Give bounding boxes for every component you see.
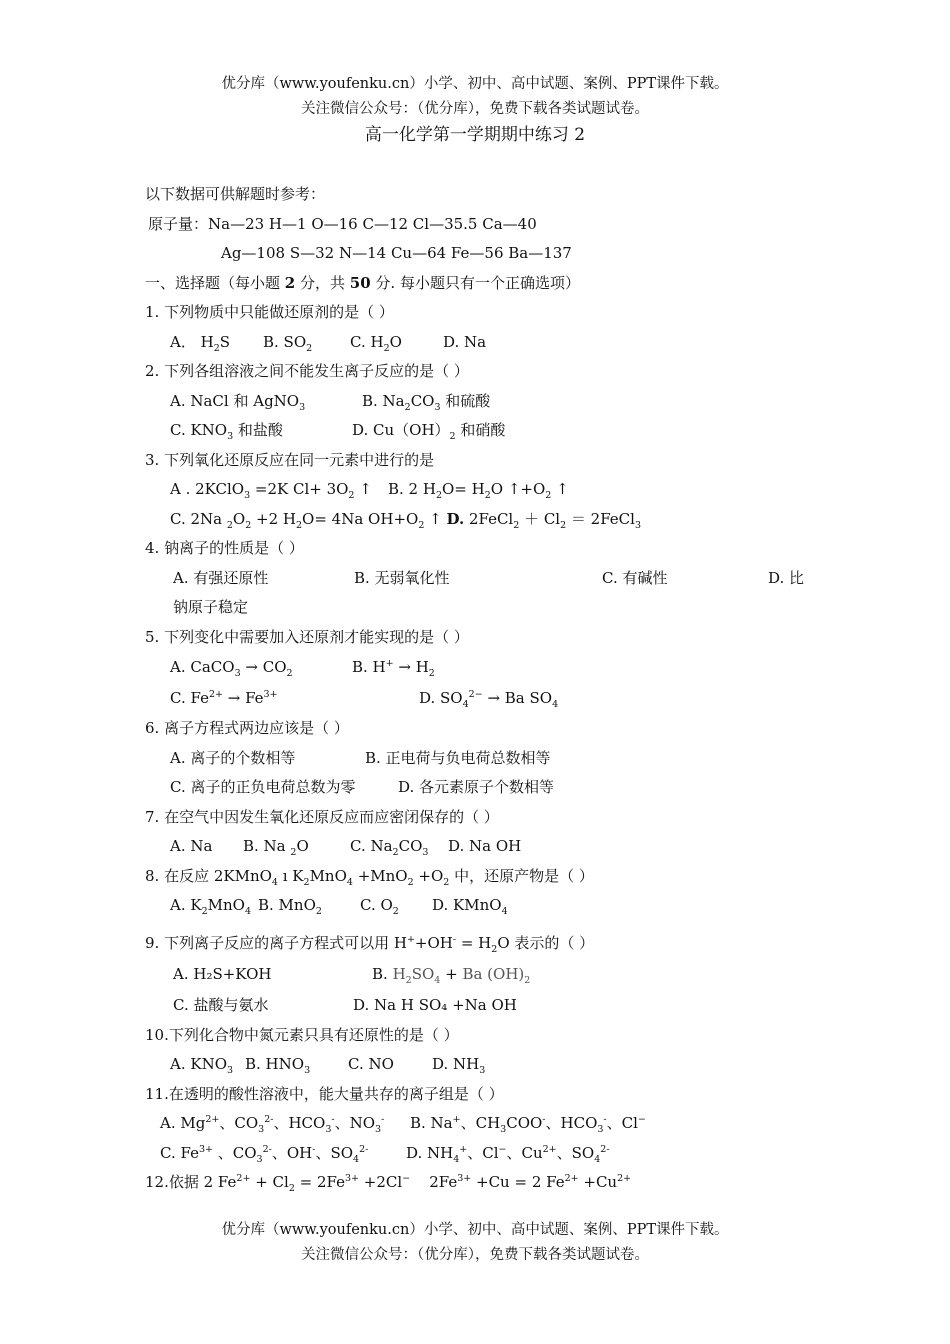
question-10-options: A. $KNO_3$ B. $HNO_3$ C. NO D. $NH_3$ (170, 1055, 486, 1076)
question-9-options-cd: C. 盐酸与氨水 D. Na H SO₄ +Na OH (173, 996, 517, 1014)
section-heading: 一、选择题（每小题 2 分，共 50 分. 每小题只有一个正确选项） (145, 273, 580, 292)
question-5: 5. 下列变化中需要加入还原剂才能实现的是（ ） (145, 627, 469, 646)
question-8: 8. 在反应 2KMnO$_4$ ı $K_2MnO_4 +MnO_2 +O_2$ 中，还原产物是（ ） (145, 866, 594, 888)
atomic-mass-line-1: 原子量：Na—23 H—1 O—16 C—12 Cl—35.5 Ca—40 (148, 214, 537, 233)
question-6-options-ab: A. 离子的个数相等 B. 正电荷与负电荷总数相等 (170, 748, 551, 767)
page-title: 高一化学第一学期期中练习 2 (364, 125, 586, 145)
question-11-options-ab: A. $Mg^{2+}$、$CO_3^{2-}$、$HCO_3^-$、$NO_3^-$ B. Na+、$CH_3COO^-$、$HCO_3^-$、Cl− (160, 1114, 646, 1135)
footer-line-1: 优分库（www.youfenku.cn）小学、初中、高中试题、案例、PPT课件下载。 (221, 1222, 729, 1238)
header-line-2: 关注微信公众号：（优分库），免费下载各类试题试卷。 (301, 101, 649, 117)
question-7: 7. 在空气中因发生氧化还原反应而应密闭保存的（ ） (145, 807, 499, 826)
header-line-1: 优分库（www.youfenku.cn）小学、初中、高中试题、案例、PPT课件下载。 (221, 76, 729, 92)
question-7-options: A. Na B. Na $_2$O C. $Na_2CO_3$ D. Na OH (170, 837, 522, 858)
question-1: 1. 下列物质中只能做还原剂的是（ ） (145, 303, 394, 321)
question-4-option-d-continued: 钠原子稳定 (173, 598, 249, 616)
question-9-options-ab: A. H₂S+KOH B. $H_2SO_4 + Ba$ $(OH)_2$ (173, 965, 531, 986)
question-10: 10.下列化合物中氮元素只具有还原性的是（ ） (145, 1025, 459, 1044)
question-5-options-ab: A. CaCO$_3$ → $CO_2$ B. $H^+ \to H_2$ (170, 658, 435, 679)
question-11-options-cd: C. $Fe^{3+}$ 、$CO_3^{2-}$、OH-、$SO_4^{2-}$ D. $NH_4^+$、Cl−、$Cu^{2+}$、$SO_4^{2-}$ (160, 1143, 610, 1165)
question-3: 3. 下列氧化还原反应在同一元素中进行的是 (145, 450, 435, 469)
page-header (0, 72, 950, 122)
footer-line-2: 关注微信公众号：（优分库），免费下载各类试题试卷。 (301, 1247, 649, 1263)
reference-intro: 以下数据可供解题时参考： (145, 185, 326, 203)
question-6: 6. 离子方程式两边应该是（ ） (145, 719, 349, 737)
question-5-options-cd: C. $Fe^{2+} \to Fe^{3+}$ D. $SO_4^{2-} \to Ba$ $SO_4$ (170, 689, 559, 710)
page-footer (0, 1218, 950, 1268)
atomic-mass-line-2: Ag—108 S—32 N—14 Cu—64 Fe—56 Ba—137 (221, 244, 572, 262)
exam-content (145, 180, 825, 1198)
question-3-options-ab: A . 2KClO$_3$ =2K $Cl+ 3O_2$ ↑ B. 2 $H_2O= H_2O$ $↑+O_2$ ↑ (170, 480, 569, 501)
question-4: 4. 钠离子的性质是（ ） (145, 539, 304, 557)
question-11: 11.在透明的酸性溶液中，能大量共存的离子组是（ ） (145, 1084, 504, 1103)
question-4-options: A. 有强还原性 B. 无弱氧化性 C. 有碱性 D. 比 (173, 568, 805, 587)
question-1-options: A． $H_2S$ B. $SO_2$ C. $H_2O$ D. Na (170, 332, 487, 354)
question-2-options-ab: A. NaCl 和 AgNO$_3$ B. $Na_2CO_3$ 和硫酸 (170, 391, 491, 413)
question-6-options-cd: C. 离子的正负电荷总数为零 D. 各元素原子个数相等 (170, 778, 555, 796)
question-9: 9. 下列离子反应的离子方程式可以用 $H^++OH^- = H_2O$ 表示的（ ） (145, 933, 595, 955)
question-12: 12.依据 2 $Fe^{2+} + Cl_2 = 2Fe^{3+} +2Cl^-$ $2Fe^{3+} +Cu = 2$ $Fe^{2+} +Cu^{2+}$ (145, 1173, 632, 1194)
question-2-options-cd: C. $KNO_3$ 和盐酸 D. $Cu(OH)_2$ 和硝酸 (170, 421, 506, 442)
question-2: 2. 下列各组溶液之间不能发生离子反应的是（ ） (145, 362, 469, 380)
question-3-options-cd: C. 2Na $_2O_2 +2$ $H_2O= 4Na$ $OH+O_2$ ↑ D. 2FeCl$_2$ ＋ $Cl_2$ ＝ 2FeCl$_3$ (170, 509, 642, 531)
question-8-options: A. $K_2MnO_4$ B. MnO$_2$ C. $O_2$ D. KMnO$_4$ (170, 896, 508, 917)
